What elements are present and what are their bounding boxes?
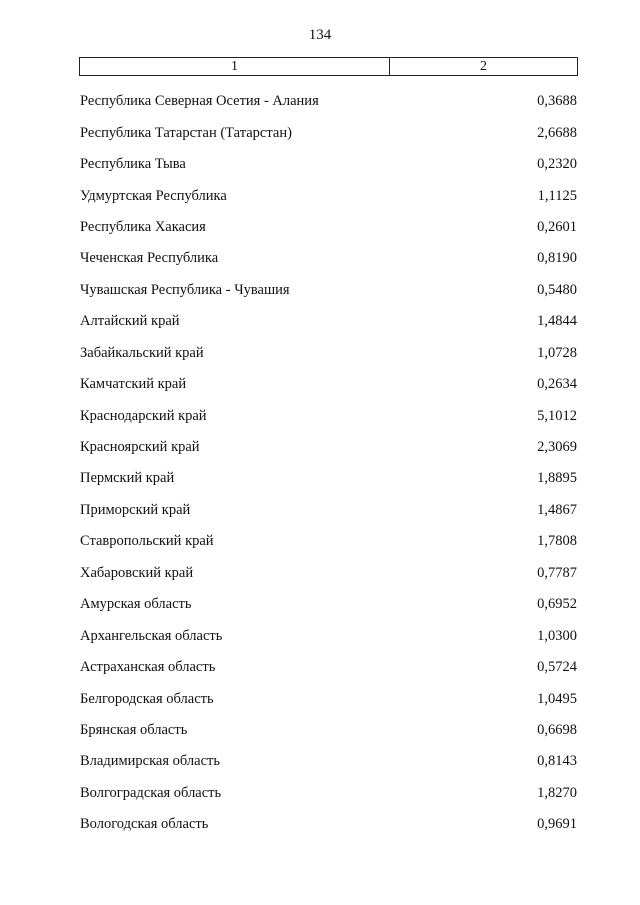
region-name: Удмуртская Республика [80,187,227,204]
table-row [80,86,577,117]
table-row [80,338,577,369]
region-name: Астраханская область [80,659,216,676]
table-row [80,526,577,557]
coefficient-value: 1,7808 [537,533,577,550]
table-row [80,400,577,431]
region-name: Белгородская область [80,690,214,707]
region-name: Чеченская Республика [80,250,219,267]
table-row [80,306,577,337]
coefficient-value: 1,0495 [537,690,577,707]
region-name: Архангельская область [80,627,223,644]
table-row [80,212,577,243]
coefficient-value: 0,6952 [537,596,577,613]
table-row [80,117,577,148]
table-body [80,86,577,841]
region-name: Волгоградская область [80,784,222,801]
region-name: Забайкальский край [80,344,204,361]
table-header [79,57,578,76]
coefficient-value: 0,3688 [537,93,577,110]
coefficient-value: 1,4867 [537,501,577,518]
coefficient-value: 0,2320 [537,156,577,173]
region-name: Республика Хакасия [80,218,206,235]
region-name: Приморский край [80,501,191,518]
coefficient-value: 1,8270 [537,784,577,801]
coefficient-value: 0,9691 [537,816,577,833]
table-row [80,589,577,620]
coefficient-value: 2,6688 [537,124,577,141]
table-row [80,275,577,306]
table-row [80,809,577,840]
coefficient-value: 0,5724 [537,659,577,676]
table-row [80,495,577,526]
table-row [80,652,577,683]
region-name: Чувашская Республика - Чувашия [80,281,290,298]
coefficient-value: 1,1125 [537,187,577,204]
table-row [80,746,577,777]
region-name: Камчатский край [80,376,187,393]
coefficient-value: 0,2601 [537,218,577,235]
coefficient-value: 0,7787 [537,564,577,581]
region-name: Владимирская область [80,753,220,770]
region-name: Красноярский край [80,439,200,456]
region-name: Хабаровский край [80,564,194,581]
region-name: Амурская область [80,596,192,613]
table-row [80,149,577,180]
table-row [80,683,577,714]
coefficient-value: 0,8143 [537,753,577,770]
region-name: Республика Северная Осетия - Алания [80,93,319,110]
region-name: Пермский край [80,470,175,487]
coefficient-value: 1,4844 [537,313,577,330]
coefficient-value: 2,3069 [537,439,577,456]
table-row [80,463,577,494]
coefficient-value: 1,8895 [537,470,577,487]
table-row [80,620,577,651]
region-name: Брянская область [80,721,188,738]
coefficient-value: 0,5480 [537,281,577,298]
table-row [80,180,577,211]
region-name: Ставропольский край [80,533,214,550]
table-row [80,432,577,463]
region-name: Алтайский край [80,313,180,330]
table-row [80,558,577,589]
table-row [80,715,577,746]
region-name: Краснодарский край [80,407,207,424]
table-row [80,243,577,274]
coefficient-value: 1,0728 [537,344,577,361]
region-name: Республика Тыва [80,156,186,173]
table-row [80,778,577,809]
table-row [80,369,577,400]
coefficient-value: 1,0300 [537,627,577,644]
table-header-col-1: 1 [80,58,390,75]
region-name: Вологодская область [80,816,209,833]
coefficient-value: 5,1012 [537,407,577,424]
page-number: 134 [308,27,332,43]
coefficient-value: 0,6698 [537,721,577,738]
table-header-col-2: 2 [480,59,487,74]
region-name: Республика Татарстан (Татарстан) [80,124,292,141]
coefficient-value: 0,2634 [537,376,577,393]
coefficient-value: 0,8190 [537,250,577,267]
